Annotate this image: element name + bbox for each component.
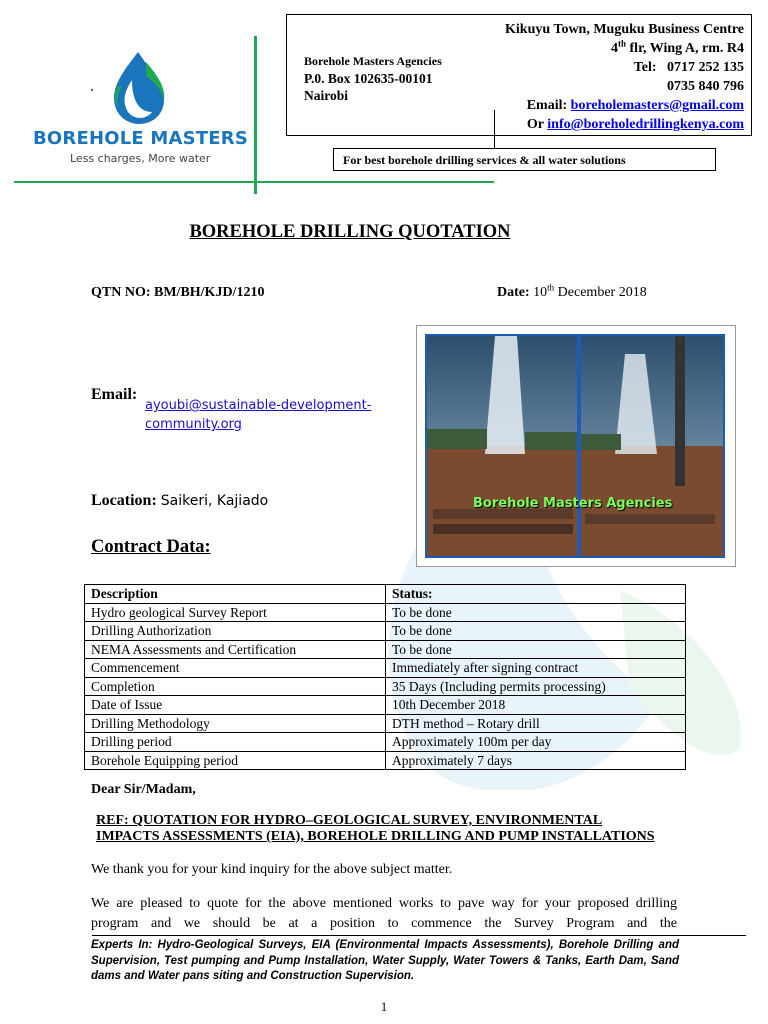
table-cell: To be done xyxy=(386,622,686,641)
footer-expertise: Experts In: Hydro-Geological Surveys, EIA (Environmental Impacts Assessments), Borehole Drilling and Supervision, Test pumping and Pump Installation, Water Supply, Water Towers & Tanks, Earth Dam, Sand dams and Water pans siting and Construction Supervision. xyxy=(91,939,679,982)
contract-data-table xyxy=(84,584,686,770)
table-cell: Approximately 7 days xyxy=(386,751,686,770)
water-drop-icon xyxy=(28,42,250,128)
paragraph-thanks: We thank you for your kind inquiry for the above subject matter. xyxy=(91,862,453,877)
email2-line: Or info@boreholedrillingkenya.com xyxy=(526,117,744,132)
table-row xyxy=(85,696,686,715)
company-logo xyxy=(28,42,250,172)
tel2-line: 0735 840 796 xyxy=(667,79,744,94)
table-cell: Borehole Equipping period xyxy=(85,751,386,770)
floor-line: 4th flr, Wing A, rm. R4 xyxy=(611,38,744,56)
table-cell: Approximately 100m per day xyxy=(386,733,686,752)
table-row xyxy=(85,640,686,659)
column-header: Status: xyxy=(386,585,686,604)
table-row xyxy=(85,751,686,770)
table-cell: To be done xyxy=(386,640,686,659)
address-line: Kikuyu Town, Muguku Business Centre xyxy=(505,22,744,37)
city: Nairobi xyxy=(304,88,349,103)
reference-line: REF: QUOTATION FOR HYDRO–GEOLOGICAL SURVEY, ENVIRONMENTAL IMPACTS ASSESSMENTS (EIA), BOREHOLE DRILLING AND PUMP INSTALLATIONS xyxy=(96,813,655,844)
table-cell: Drilling Authorization xyxy=(85,622,386,641)
table-cell: Drilling Methodology xyxy=(85,714,386,733)
table-row xyxy=(85,714,686,733)
postal-address xyxy=(304,53,442,104)
logo-tagline: Less charges, More water xyxy=(70,152,211,165)
email-line: Email: boreholemasters@gmail.com xyxy=(526,98,744,113)
client-email-label: Email: xyxy=(91,386,138,403)
address-box-divider xyxy=(494,110,495,152)
client-email-link[interactable]: ayoubi@sustainable-development-community.org xyxy=(145,398,372,432)
physical-address xyxy=(505,20,744,134)
document-title: BOREHOLE DRILLING QUOTATION xyxy=(189,222,511,242)
table-row xyxy=(85,733,686,752)
table-row xyxy=(85,659,686,678)
page-number: 1 xyxy=(380,999,388,1014)
table-cell: Immediately after signing contract xyxy=(386,659,686,678)
table-row xyxy=(85,677,686,696)
header-vertical-divider xyxy=(254,36,257,194)
table-cell: 10th December 2018 xyxy=(386,696,686,715)
table-cell: Completion xyxy=(85,677,386,696)
company-name: Borehole Masters Agencies xyxy=(304,54,442,68)
photo-caption: Borehole Masters Agencies xyxy=(473,496,673,511)
table-cell: Hydro geological Survey Report xyxy=(85,603,386,622)
po-box: P.0. Box 102635-00101 xyxy=(304,71,433,86)
tel-line: Tel: 0717 252 135 xyxy=(633,60,744,75)
table-cell: NEMA Assessments and Certification xyxy=(85,640,386,659)
table-row xyxy=(85,603,686,622)
paragraph-quote: We are pleased to quote for the above mentioned works to pave way for your proposed drilling program and we should be at a position to commence the Survey Program and the xyxy=(91,896,677,931)
table-header-row xyxy=(85,585,686,604)
table-cell: Date of Issue xyxy=(85,696,386,715)
table-row xyxy=(85,622,686,641)
table-cell: Commencement xyxy=(85,659,386,678)
company-email2-link[interactable]: info@boreholedrillingkenya.com xyxy=(547,117,744,132)
quotation-date: Date: 10th December 2018 xyxy=(497,282,647,300)
table-cell: DTH method – Rotary drill xyxy=(386,714,686,733)
table-cell: To be done xyxy=(386,603,686,622)
contract-data-heading: Contract Data: xyxy=(91,537,211,557)
company-email-link[interactable]: boreholemasters@gmail.com xyxy=(570,98,744,113)
table-cell: Drilling period xyxy=(85,733,386,752)
quotation-number: QTN NO: BM/BH/KJD/1210 xyxy=(91,285,265,300)
drilling-photo xyxy=(416,325,736,567)
services-tagline: For best borehole drilling services & all water solutions xyxy=(333,148,716,171)
header-horizontal-divider xyxy=(14,181,494,183)
drilling-rig-image xyxy=(425,334,725,558)
footer-divider xyxy=(92,935,746,936)
client-location: Location: Saikeri, Kajiado xyxy=(91,492,269,509)
column-header: Description xyxy=(85,585,386,604)
logo-wordmark: BOREHOLE MASTERS xyxy=(33,128,248,149)
salutation: Dear Sir/Madam, xyxy=(91,782,196,797)
table-cell: 35 Days (Including permits processing) xyxy=(386,677,686,696)
